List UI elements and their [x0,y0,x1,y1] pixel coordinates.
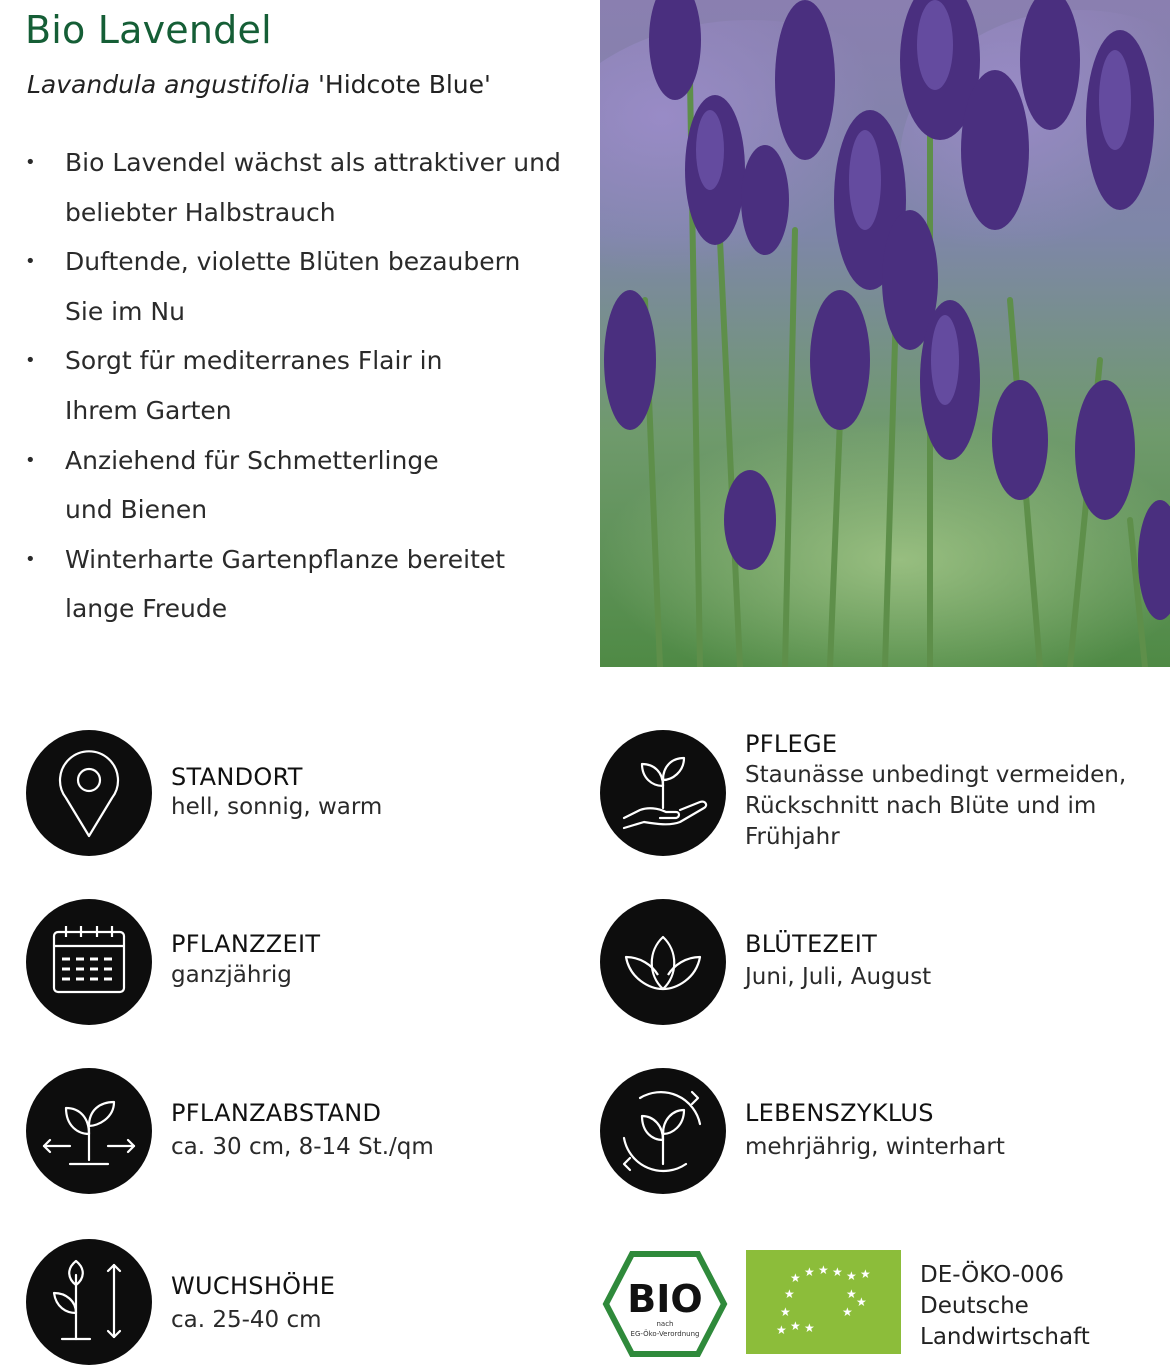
bio-seal-small: nach [656,1320,674,1328]
feature-label: STANDORT [171,763,303,791]
feature-pflanzzeit [26,899,546,1029]
feature-bullet-list [25,138,585,634]
feature-bluetezeit [600,899,1160,1029]
feature-label: BLÜTEZEIT [745,930,878,958]
feature-value: mehrjährig, winterhart [745,1134,1005,1160]
certification-text: DE-ÖKO-006 Deutsche Landwirtschaft [920,1262,1090,1350]
feature-wuchshoehe [26,1239,546,1369]
svg-text:★: ★ [804,1321,815,1335]
feature-label: PFLANZZEIT [171,930,321,958]
latin-name: Lavandula angustifolia [27,70,311,99]
flower-icon [600,899,726,1025]
feature-value: ganzjährig [171,962,292,988]
lifecycle-icon [600,1068,726,1194]
plant-spacing-icon [26,1068,152,1194]
svg-text:★: ★ [780,1305,791,1319]
feature-lebenszyklus [600,1068,1160,1198]
feature-value: ca. 25-40 cm [171,1307,322,1333]
svg-text:★: ★ [860,1267,871,1281]
feature-value: Staunässe unbedingt vermeiden, Rückschnitt nach Blüte und im Frühjahr [745,762,1127,850]
feature-value: hell, sonnig, warm [171,794,383,820]
bio-seal-regulation: EG-Öko-Verordnung [630,1330,700,1338]
feature-pflege [600,730,1160,860]
plant-height-icon [26,1239,152,1365]
bullet-item: • Anziehend für Schmetterlinge und Bienen [25,436,585,535]
organic-certification [600,1250,1170,1360]
svg-text:★: ★ [818,1263,829,1277]
svg-text:★: ★ [842,1305,853,1319]
bullet-item: • Duftende, violette Blüten bezaubern Sie im Nu [25,237,585,336]
location-pin-icon [26,730,152,856]
product-title: Bio Lavendel [25,8,272,52]
svg-text:★: ★ [846,1269,857,1283]
bullet-item: • Sorgt für mediterranes Flair in Ihrem Garten [25,336,585,435]
cultivar-name: 'Hidcote Blue' [318,70,491,99]
lavender-photo [600,0,1170,667]
svg-text:★: ★ [846,1287,857,1301]
feature-pflanzabstand [26,1068,546,1198]
svg-text:★: ★ [804,1265,815,1279]
feature-label: WUCHSHÖHE [171,1272,336,1300]
feature-value: ca. 30 cm, 8-14 St./qm [171,1134,434,1160]
feature-standort [26,730,546,860]
calendar-icon [26,899,152,1025]
feature-label: PFLANZABSTAND [171,1099,382,1127]
svg-text:★: ★ [776,1323,787,1337]
bio-seal-text: BIO [627,1277,703,1321]
bullet-item: • Winterharte Gartenpflanze bereitet lange Freude [25,535,585,634]
svg-text:★: ★ [784,1287,795,1301]
eu-organic-leaf-logo [746,1250,901,1354]
bullet-item: • Bio Lavendel wächst als attraktiver und beliebter Halbstrauch [25,138,585,237]
seedling-hand-icon [600,730,726,856]
feature-value: Juni, Juli, August [745,964,932,990]
bio-seal-logo [600,1250,730,1360]
svg-text:★: ★ [856,1295,867,1309]
svg-text:★: ★ [790,1319,801,1333]
svg-text:★: ★ [790,1271,801,1285]
product-subtitle [27,70,491,99]
feature-label: PFLEGE [745,730,838,758]
svg-text:★: ★ [832,1265,843,1279]
feature-label: LEBENSZYKLUS [745,1099,934,1127]
